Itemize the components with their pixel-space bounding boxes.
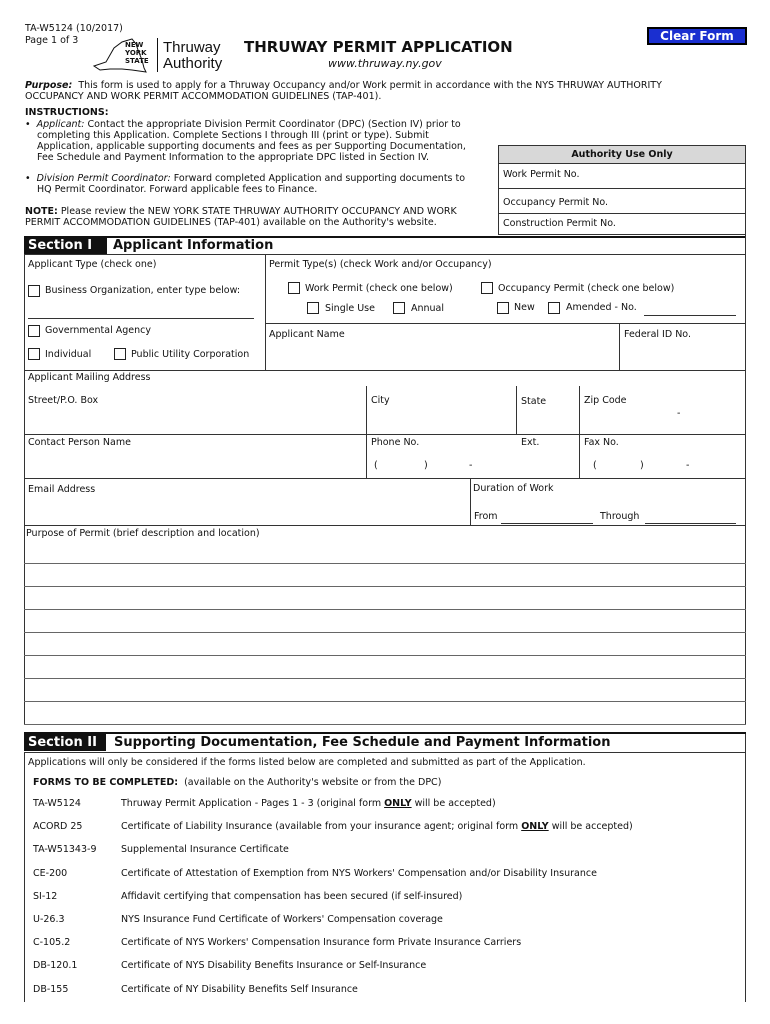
business-label: Business Organization, enter type below: (45, 285, 241, 296)
form-description: Certificate of NY Disability Benefits Self Insurance (121, 984, 358, 995)
email-label: Email Address (28, 484, 96, 495)
authority-use-box (498, 145, 746, 235)
form-description: Certificate of NYS Workers' Compensation Insurance form Private Insurance Carriers (121, 937, 522, 948)
divider (24, 752, 25, 1002)
phone-paren-open: ( (374, 460, 378, 471)
form-code: DB-155 (33, 984, 69, 995)
divider (24, 525, 746, 526)
zip-dash: - (677, 408, 681, 419)
state-label: State (521, 396, 547, 407)
form-code: DB-120.1 (33, 960, 78, 971)
purpose-line[interactable] (24, 724, 746, 725)
fax-dash: - (686, 460, 690, 471)
section2-tag: Section II (24, 734, 106, 751)
business-checkbox[interactable] (28, 285, 40, 297)
amended-checkbox[interactable] (548, 302, 560, 314)
purpose-line1: Purpose: This form is used to apply for a Thruway Occupancy and/or Work permit in accordance with the NYS THRUWAY AUTHORITY (25, 80, 662, 91)
public-utility-label: Public Utility Corporation (131, 349, 250, 360)
authority-use-title: Authority Use Only (499, 146, 745, 164)
work-permit-checkbox[interactable] (288, 282, 300, 294)
divider (24, 752, 746, 753)
logo-authority: Authority (163, 55, 223, 72)
phone-label: Phone No. (371, 437, 420, 448)
page-number: Page 1 of 3 (25, 35, 79, 46)
form-emphasis: ONLY (384, 798, 412, 809)
authority-construction-permit-field[interactable]: Construction Permit No. (503, 218, 616, 229)
form-description: Certificate of Liability Insurance (available from your insurance agent; original form ONLY will be accepted) (121, 821, 633, 832)
authority-occupancy-permit-field[interactable]: Occupancy Permit No. (499, 189, 745, 214)
section2-title: Supporting Documentation, Fee Schedule and Payment Information (114, 735, 611, 750)
divider (24, 254, 746, 255)
section2-rule (24, 732, 746, 734)
phone-dash: - (469, 460, 473, 471)
zip-label: Zip Code (584, 395, 627, 406)
logo-thruway: Thruway (163, 39, 221, 56)
amended-number-line[interactable] (644, 315, 736, 316)
annual-label: Annual (411, 303, 445, 314)
divider (265, 254, 266, 370)
form-code: ACORD 25 (33, 821, 83, 832)
form-emphasis: ONLY (521, 821, 549, 832)
divider (24, 434, 746, 435)
duration-label: Duration of Work (473, 483, 554, 494)
new-label: New (514, 302, 535, 313)
section1-title: Applicant Information (113, 238, 274, 253)
page-title: THRUWAY PERMIT APPLICATION (244, 38, 513, 56)
purpose-line[interactable] (24, 632, 746, 633)
phone-paren-close: ) (424, 460, 428, 471)
single-use-checkbox[interactable] (307, 302, 319, 314)
divider (619, 323, 620, 370)
street-label: Street/P.O. Box (28, 395, 99, 406)
form-code: C-105.2 (33, 937, 71, 948)
individual-checkbox[interactable] (28, 348, 40, 360)
permit-types-label: Permit Type(s) (check Work and/or Occupancy) (269, 259, 492, 270)
form-description: Certificate of NYS Disability Benefits Insurance or Self-Insurance (121, 960, 427, 971)
federal-id-label: Federal ID No. (624, 329, 691, 340)
city-label: City (371, 395, 390, 406)
instruction-note: NOTE: Please review the NEW YORK STATE THRUWAY AUTHORITY OCCUPANCY AND WORK PERMIT ACCOMMODATION GUIDELINES (TAP-401) available on the Authority's website. (25, 206, 457, 228)
form-description: Certificate of Attestation of Exemption from NYS Workers' Compensation and/or Disability Insurance (121, 868, 597, 879)
purpose-line[interactable] (24, 678, 746, 679)
divider (24, 254, 25, 724)
divider (579, 386, 580, 478)
form-description: Thruway Permit Application - Pages 1 - 3 (original form ONLY will be accepted) (121, 798, 496, 809)
fax-label: Fax No. (584, 437, 619, 448)
divider (516, 386, 517, 434)
governmental-label: Governmental Agency (45, 325, 151, 336)
form-code: SI-12 (33, 891, 58, 902)
fax-paren-open: ( (593, 460, 597, 471)
individual-label: Individual (45, 349, 92, 360)
logo-divider (157, 38, 158, 72)
new-checkbox[interactable] (497, 302, 509, 314)
amended-label: Amended - No. (566, 302, 637, 313)
through-label: Through (600, 511, 640, 522)
work-permit-label: Work Permit (check one below) (305, 283, 453, 294)
divider (366, 386, 367, 478)
applicant-name-label: Applicant Name (269, 329, 345, 340)
mailing-address-label: Applicant Mailing Address (28, 372, 151, 383)
purpose-line[interactable] (24, 609, 746, 610)
purpose-line[interactable] (24, 701, 746, 702)
divider (745, 734, 746, 1002)
logo-state-text: NEW YORK STATE (125, 41, 149, 65)
section2-intro: Applications will only be considered if the forms listed below are completed and submitted as part of the Application. (28, 757, 586, 768)
instruction-dpc: • Division Permit Coordinator: Forward completed Application and supporting documents to HQ Permit Coordinator. Forward applicable fees to Finance. (25, 173, 466, 195)
form-description: NYS Insurance Fund Certificate of Workers' Compensation coverage (121, 914, 443, 925)
contact-label: Contact Person Name (28, 437, 131, 448)
form-code: TA-W51343-9 (33, 844, 97, 855)
single-use-label: Single Use (325, 303, 375, 314)
clear-form-button[interactable]: Clear Form (647, 27, 747, 45)
authority-work-permit-field[interactable]: Work Permit No. (499, 164, 745, 189)
purpose-line[interactable] (24, 586, 746, 587)
purpose-permit-label: Purpose of Permit (brief description and location) (26, 528, 260, 539)
section1-tag: Section I (24, 237, 107, 254)
applicant-type-label: Applicant Type (check one) (28, 259, 157, 270)
form-description: Affidavit certifying that compensation has been secured (if self-insured) (121, 891, 463, 902)
annual-checkbox[interactable] (393, 302, 405, 314)
form-code: TA-W5124 (33, 798, 81, 809)
business-type-line[interactable] (28, 318, 254, 319)
form-description: Supplemental Insurance Certificate (121, 844, 289, 855)
divider (470, 478, 471, 525)
form-code: CE-200 (33, 868, 68, 879)
occupancy-permit-label: Occupancy Permit (check one below) (498, 283, 675, 294)
divider (745, 145, 746, 725)
from-date-line[interactable] (501, 523, 593, 524)
purpose-line2: OCCUPANCY AND WORK PERMIT ACCOMMODATION GUIDELINES (TAP-401). (25, 91, 382, 102)
fax-paren-close: ) (640, 460, 644, 471)
website: www.thruway.ny.gov (328, 57, 442, 70)
divider (24, 370, 746, 371)
public-utility-checkbox[interactable] (114, 348, 126, 360)
form-code: U-26.3 (33, 914, 65, 925)
divider (265, 323, 746, 324)
divider (24, 478, 746, 479)
purpose-line[interactable] (24, 563, 746, 564)
governmental-checkbox[interactable] (28, 325, 40, 337)
instruction-applicant: • Applicant: Contact the appropriate Division Permit Coordinator (DPC) (Section IV) prior to completing this Application. Complete Sections I through III (print or type). Submit Application, applicable supporting documents and fees as per Supporting Documentation, Fee Schedule and Payment Information to the appropriate DPC listed in Section IV. (25, 119, 466, 163)
form-id: TA-W5124 (10/2017) (25, 23, 123, 34)
occupancy-permit-checkbox[interactable] (481, 282, 493, 294)
from-label: From (474, 511, 498, 522)
forms-to-be-completed: FORMS TO BE COMPLETED: (available on the Authority's website or from the DPC) (33, 777, 442, 788)
through-date-line[interactable] (645, 523, 736, 524)
purpose-line[interactable] (24, 655, 746, 656)
instructions-heading: INSTRUCTIONS: (25, 107, 109, 118)
ext-label: Ext. (521, 437, 540, 448)
